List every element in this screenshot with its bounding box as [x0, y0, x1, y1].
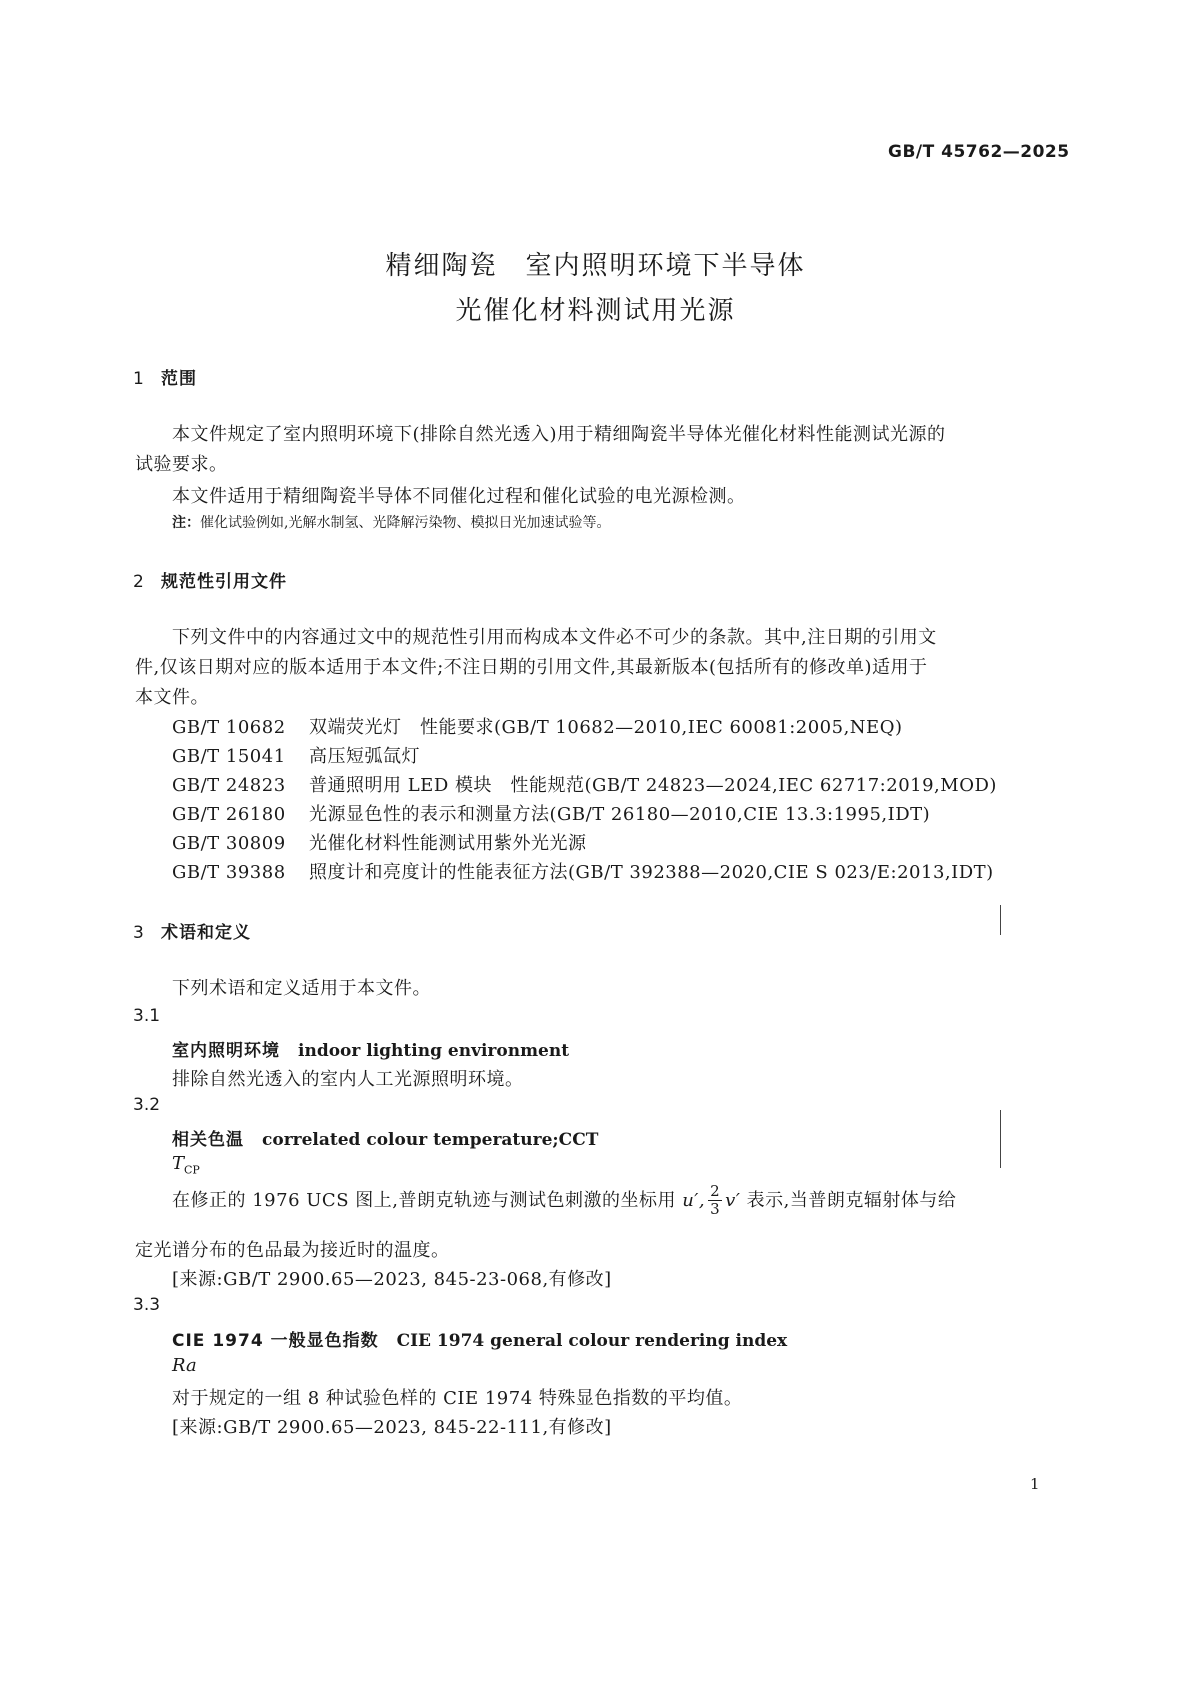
standard-code: GB/T 45762—2025 [888, 142, 1070, 162]
reference-code: GB/T 30809 [172, 833, 286, 854]
reference-code: GB/T 10682 [172, 717, 286, 738]
reference-title: 照度计和亮度计的性能表征方法(GB/T 392388—2020,CIE S 023/E:2013,IDT) [309, 862, 994, 883]
note-label: 注： [172, 515, 200, 531]
term-definition-line-1 [172, 1183, 956, 1219]
term-definition-line-2: 定光谱分布的色品最为接近时的温度。 [135, 1240, 450, 1261]
reference-item [172, 771, 997, 797]
clause-number: 3.3 [133, 1295, 161, 1315]
reference-title: 普通照明用 LED 模块 性能规范(GB/T 24823—2024,IEC 62717:2019,MOD) [309, 775, 997, 796]
references-paragraph-line-1: 下列文件中的内容通过文中的规范性引用而构成本文件必不可少的条款。其中,注日期的引用文 [172, 627, 937, 648]
scope-paragraph-2: 本文件适用于精细陶瓷半导体不同催化过程和催化试验的电光源检测。 [172, 486, 746, 507]
term-en: correlated colour temperature;CCT [262, 1130, 599, 1150]
symbol-main: T [172, 1153, 185, 1174]
term-source: [来源:GB/T 2900.65—2023, 845-23-068,有修改] [172, 1269, 612, 1290]
term-definition: 排除自然光透入的室内人工光源照明环境。 [172, 1069, 524, 1090]
term-zh: 室内照明环境 [172, 1041, 280, 1061]
term-symbol [172, 1153, 200, 1177]
document-title-line-1: 精细陶瓷 室内照明环境下半导体 [385, 251, 806, 281]
term-zh: CIE 1974 一般显色指数 [172, 1331, 379, 1351]
reference-code: GB/T 26180 [172, 804, 286, 825]
reference-title: 光源显色性的表示和测量方法(GB/T 26180—2010,CIE 13.3:1995,IDT) [309, 804, 931, 825]
term-heading [172, 1326, 787, 1351]
section-label: 规范性引用文件 [161, 572, 287, 592]
term-en: CIE 1974 general colour rendering index [396, 1331, 788, 1351]
reference-code: GB/T 39388 [172, 862, 286, 883]
definition-text: 在修正的 1976 UCS 图上,普朗克轨迹与测试色刺激的坐标用 [172, 1189, 676, 1211]
document-title-line-2: 光催化材料测试用光源 [455, 296, 736, 326]
section-number: 2 [133, 572, 144, 592]
term-symbol: Ra [172, 1355, 197, 1376]
fraction-numerator: 2 [710, 1182, 721, 1200]
scope-paragraph-line-2: 试验要求。 [135, 454, 228, 475]
reference-title: 高压短弧氙灯 [309, 746, 420, 767]
terms-intro: 下列术语和定义适用于本文件。 [172, 978, 431, 999]
scope-paragraph-line-1: 本文件规定了室内照明环境下(排除自然光透入)用于精细陶瓷半导体光催化材料性能测试光源的 [172, 424, 946, 445]
fraction [708, 1183, 722, 1219]
section-label: 范围 [161, 369, 197, 389]
section-3-heading [133, 918, 251, 943]
term-zh: 相关色温 [172, 1130, 244, 1150]
section-2-heading [133, 567, 287, 592]
term-heading [172, 1125, 598, 1150]
section-label: 术语和定义 [161, 923, 251, 943]
v-prime-symbol: v′ [725, 1189, 741, 1211]
term-heading [172, 1036, 569, 1061]
note-text: 催化试验例如,光解水制氢、光降解污染物、模拟日光加速试验等。 [200, 515, 611, 531]
change-bar [1000, 1110, 1001, 1168]
symbol-subscript: CP [184, 1163, 200, 1177]
reference-code: GB/T 24823 [172, 775, 286, 796]
definition-text: 表示,当普朗克辐射体与给 [746, 1189, 957, 1211]
fraction-denominator: 3 [710, 1200, 721, 1219]
reference-item [172, 800, 930, 826]
reference-item [172, 742, 420, 768]
clause-number: 3.1 [133, 1006, 161, 1026]
u-prime-symbol: u′, [682, 1189, 706, 1211]
references-paragraph-line-2: 件,仅该日期对应的版本适用于本文件;不注日期的引用文件,其最新版本(包括所有的修改单)适用于 [135, 657, 928, 678]
reference-item [172, 858, 994, 884]
section-number: 3 [133, 923, 144, 943]
term-definition: 对于规定的一组 8 种试验色样的 CIE 1974 特殊显色指数的平均值。 [172, 1388, 743, 1409]
change-bar [1000, 905, 1001, 935]
section-number: 1 [133, 369, 144, 389]
reference-item [172, 713, 902, 739]
reference-code: GB/T 15041 [172, 746, 286, 767]
term-en: indoor lighting environment [298, 1041, 570, 1061]
reference-title: 光催化材料性能测试用紫外光光源 [309, 833, 587, 854]
section-1-heading [133, 364, 197, 389]
page-number: 1 [1030, 1475, 1040, 1493]
scope-note [172, 512, 610, 532]
reference-title: 双端荧光灯 性能要求(GB/T 10682—2010,IEC 60081:2005,NEQ) [309, 717, 903, 738]
clause-number: 3.2 [133, 1095, 161, 1115]
term-source: [来源:GB/T 2900.65—2023, 845-22-111,有修改] [172, 1417, 612, 1438]
reference-item [172, 829, 587, 855]
references-paragraph-line-3: 本文件。 [135, 687, 209, 708]
